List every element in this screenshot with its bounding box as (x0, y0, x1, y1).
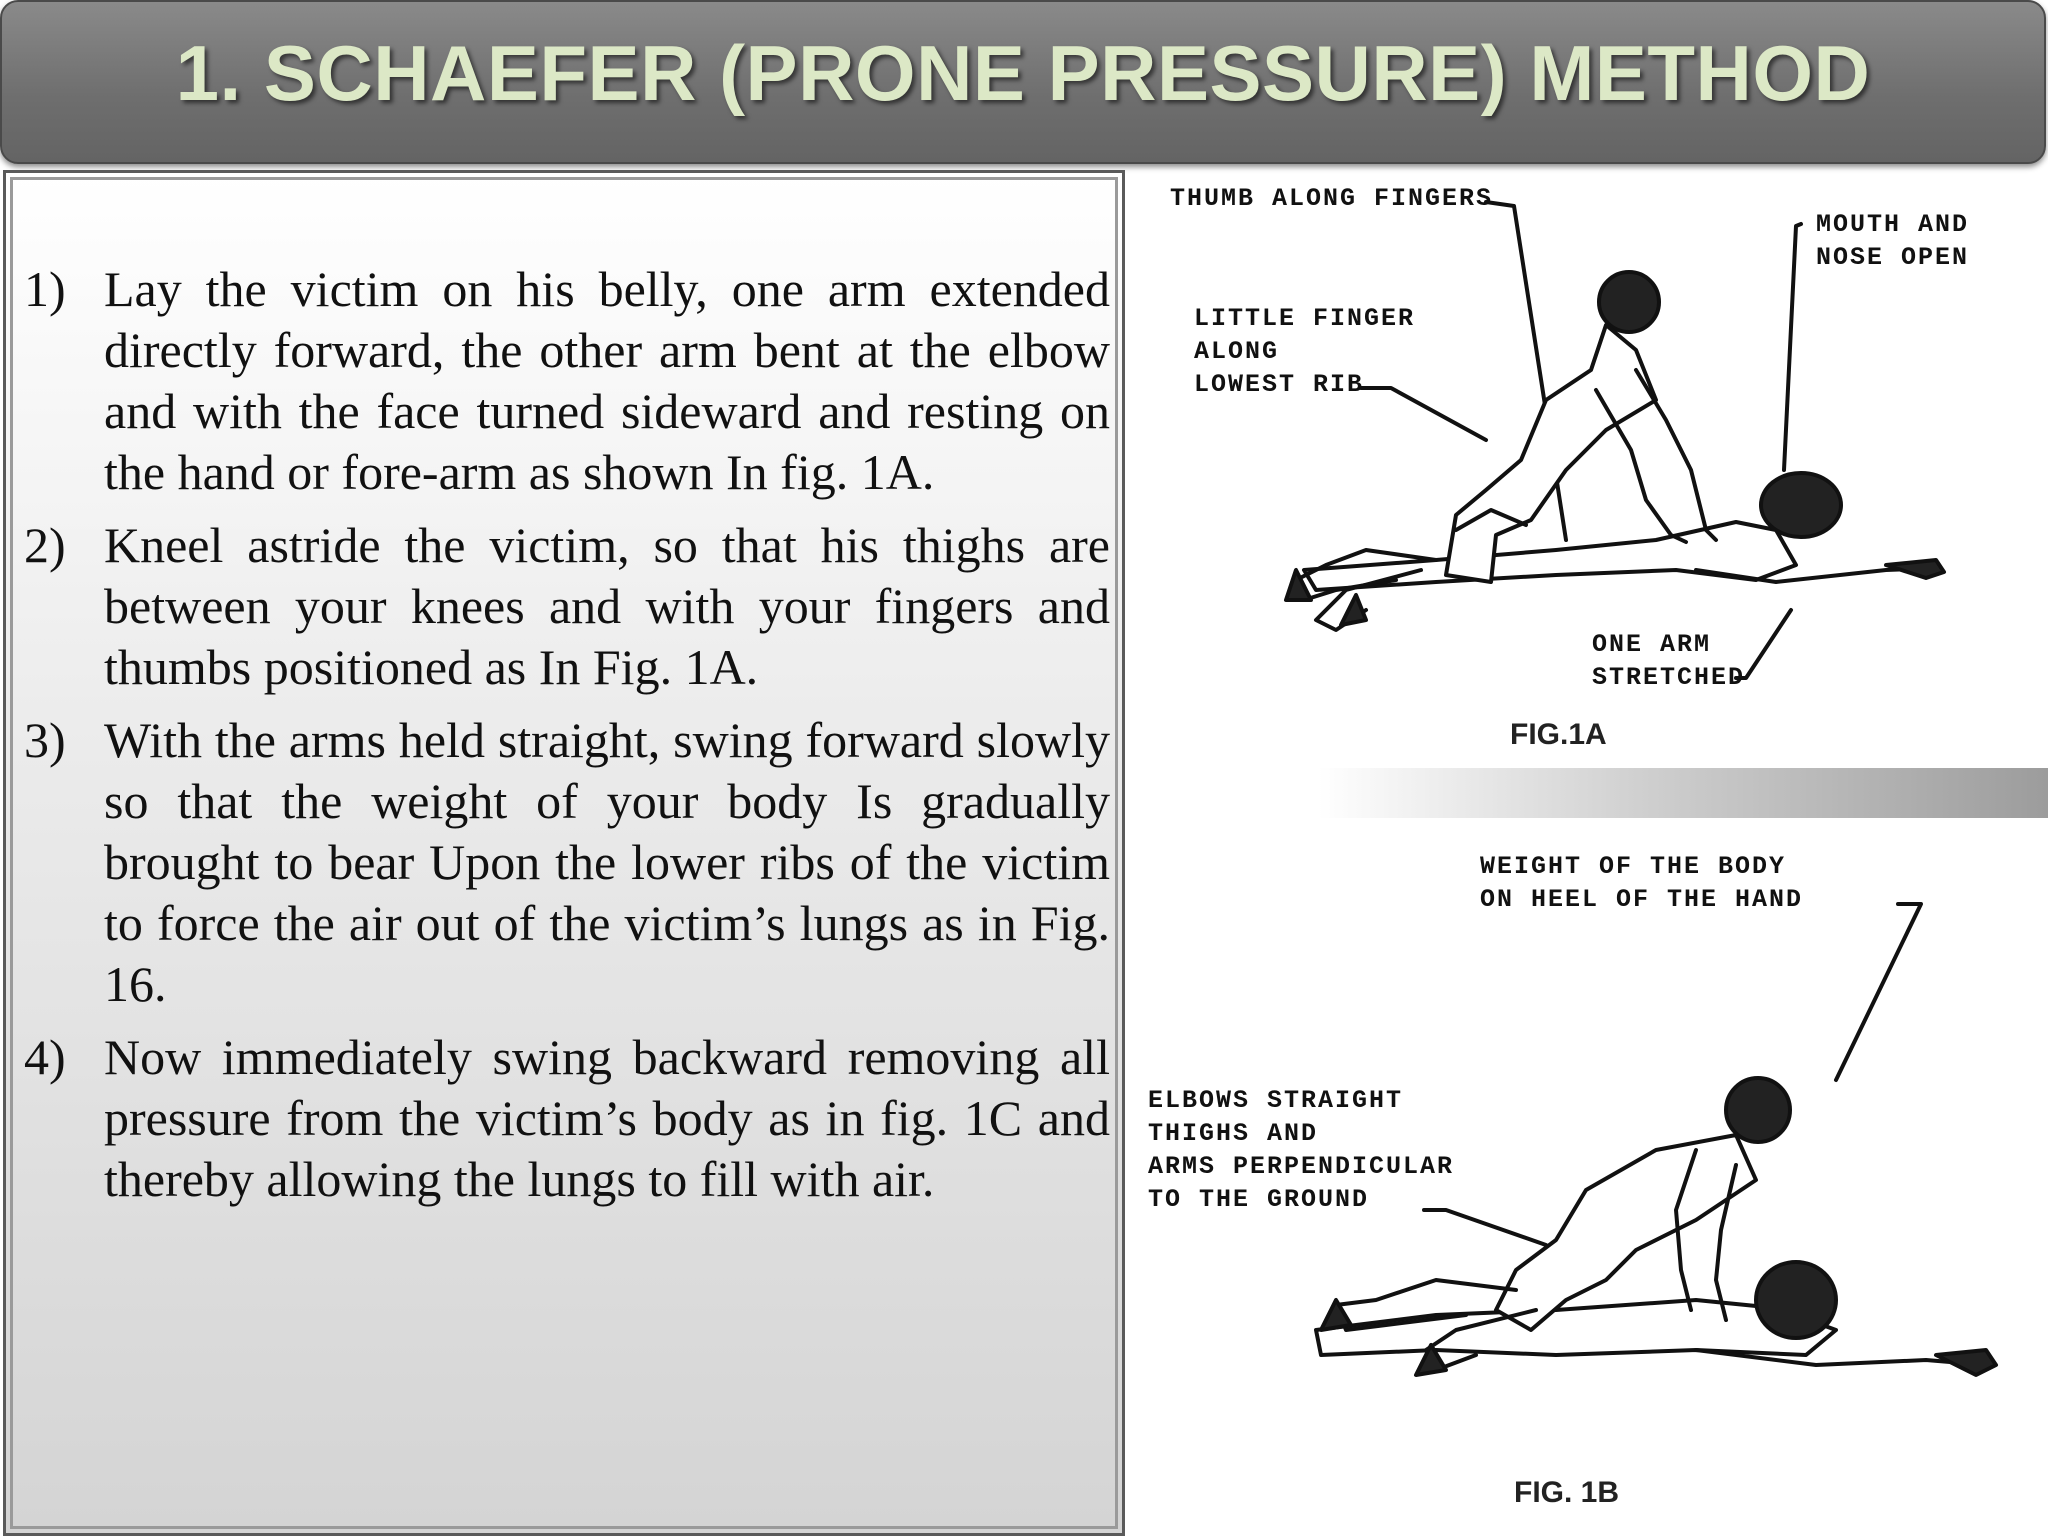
figure-1b (1136, 830, 2048, 1536)
title-bar (0, 0, 2046, 164)
step-item-4 (24, 1027, 1110, 1210)
instructions-panel (3, 170, 1125, 1536)
label-mouth-nose-open: MOUTH AND NOSE OPEN (1816, 210, 1970, 272)
slide-title: 1. SCHAEFER (PRONE PRESSURE) METHOD (175, 29, 1871, 117)
step-text: Kneel astride the victim, so that his thighs are between your knees and with your fingers and thumbs positioned as In Fig. 1A. (104, 517, 1110, 695)
label-thumb-along-fingers: THUMB ALONG FINGERS (1170, 184, 1494, 213)
step-number: 3) (24, 712, 66, 768)
step-text: With the arms held straight, swing forward slowly so that the weight of your body Is gradually brought to bear Upon the lower ribs of the victim to force the air out of the victim’s lungs as in Fig. 16. (104, 712, 1110, 1012)
step-text: Lay the victim on his belly, one arm extended directly forward, the other arm bent at the elbow and with the face turned sideward and resting on the hand or fore-arm as shown In fig. 1A. (104, 261, 1110, 500)
label-little-finger: LITTLE FINGER ALONG LOWEST RIB (1194, 304, 1416, 399)
steps-list (24, 259, 1110, 1222)
figure-1a-caption: FIG.1A (1510, 718, 1607, 751)
step-number: 4) (24, 1029, 66, 1085)
step-number: 1) (24, 261, 66, 317)
step-text: Now immediately swing backward removing all pressure from the victim’s body as in fig. 1C and thereby allowing the lungs to fill with air. (104, 1029, 1110, 1207)
step-item-2 (24, 515, 1110, 698)
label-elbows-straight: ELBOWS STRAIGHT THIGHS AND ARMS PERPENDICULAR TO THE GROUND (1148, 1086, 1455, 1214)
figure-divider (1136, 768, 2048, 818)
step-item-1 (24, 259, 1110, 503)
figure-1b-caption: FIG. 1B (1514, 1476, 1620, 1509)
label-weight-of-body: WEIGHT OF THE BODY ON HEEL OF THE HAND (1480, 852, 1804, 914)
label-one-arm-stretched: ONE ARM STRETCHED (1592, 630, 1746, 692)
step-item-3 (24, 710, 1110, 1015)
figure-1a (1136, 170, 2048, 760)
step-number: 2) (24, 517, 66, 573)
